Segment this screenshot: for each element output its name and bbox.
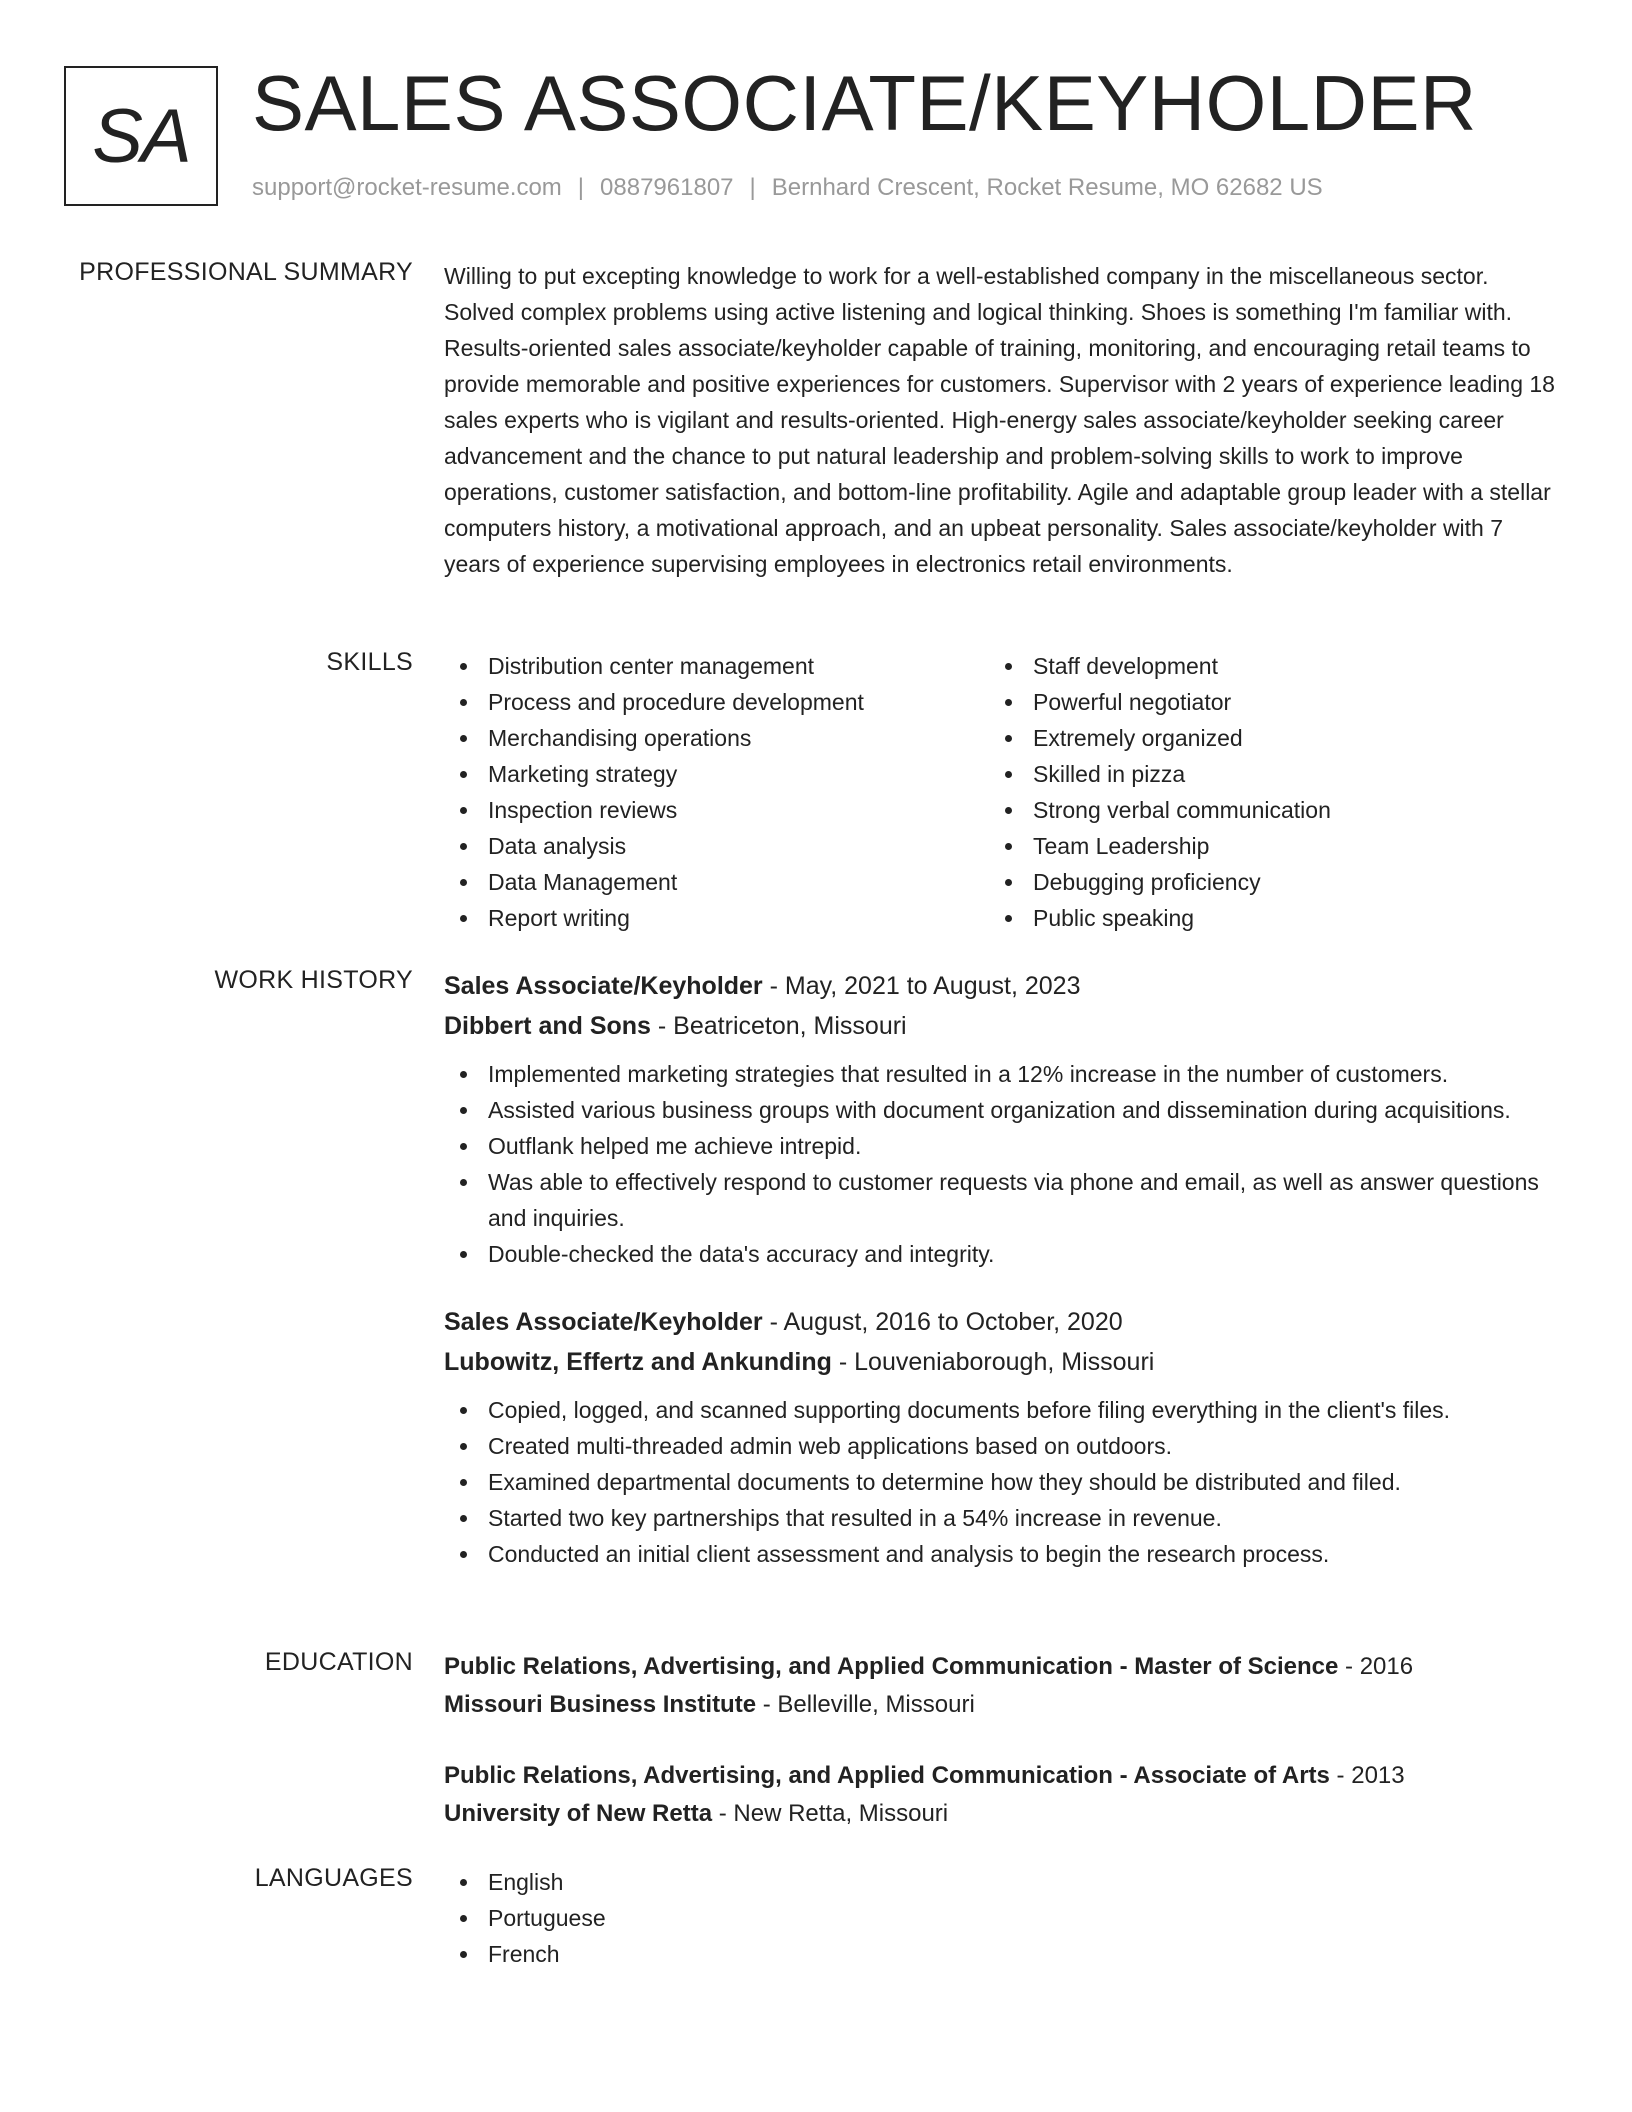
job-entry [444,966,1564,1272]
education-location: - New Retta, Missouri [712,1800,949,1827]
education-body [444,1648,1564,1833]
education-year: - 2013 [1329,1762,1405,1789]
education-entry [444,1757,1564,1833]
job-entry [444,1302,1564,1572]
job-bullet: Copied, logged, and scanned supporting documents before filing everything in the client's files. [444,1392,1564,1428]
skill-item: Extremely organized [989,720,1534,756]
summary-text: Willing to put excepting knowledge to work for a well-established company in the miscellaneous sector. Solved complex problems using active listening and logical thinking. Shoes is something I'm familiar with. Results-oriented sales associate/keyholder capable of training, monitoring, and encouraging retail teams to provide memorable and positive experiences for customers. Supervisor with 2 years of experience leading 18 sales experts who is vigilant and results-oriented. High-energy sales associate/keyholder seeking career advancement and the chance to put natural leadership and problem-solving skills to work to improve operations, customer satisfaction, and bottom-line profitability. Agile and adaptable group leader with a stellar computers history, a motivational approach, and an upbeat personality. Sales associate/keyholder with 7 years of experience supervising employees in electronics retail environments. [444,263,1555,577]
job-bullets [444,1056,1564,1272]
contact-separator: | [577,174,585,201]
job-title: Sales Associate/Keyholder [444,1308,763,1336]
skill-item: Strong verbal communication [989,792,1534,828]
skill-item: Distribution center management [444,648,989,684]
job-company-line [444,1342,1564,1382]
education-location: - Belleville, Missouri [756,1691,975,1718]
section-label-skills: SKILLS [326,648,413,676]
education-school-line [444,1686,1564,1724]
skills-list-left [444,648,989,936]
job-company: Lubowitz, Effertz and Ankunding [444,1348,832,1376]
languages-body [444,1864,1564,1972]
language-item: French [444,1936,1564,1972]
skills-body [444,648,1564,936]
job-bullet: Started two key partnerships that resulted in a 54% increase in revenue. [444,1500,1564,1536]
education-degree-line [444,1757,1564,1795]
contact-email: support@rocket-resume.com [252,174,562,201]
education-degree: Public Relations, Advertising, and Applied Communication - Master of Science [444,1653,1339,1680]
skills-list-right [989,648,1534,936]
job-title: Sales Associate/Keyholder [444,972,763,1000]
skill-item: Debugging proficiency [989,864,1534,900]
section-label-summary: PROFESSIONAL SUMMARY [79,258,413,286]
job-location: - Louveniaborough, Missouri [831,1348,1155,1376]
contact-phone: 0887961807 [600,174,734,201]
skill-item: Data Management [444,864,989,900]
skill-item: Public speaking [989,900,1534,936]
skill-item: Report writing [444,900,989,936]
job-bullet: Double-checked the data's accuracy and integrity. [444,1236,1564,1272]
work-body [444,966,1564,1572]
education-school: Missouri Business Institute [444,1691,757,1718]
job-bullet: Examined departmental documents to determine how they should be distributed and filed. [444,1464,1564,1500]
skill-item: Powerful negotiator [989,684,1534,720]
language-item: Portuguese [444,1900,1564,1936]
job-dates: - August, 2016 to October, 2020 [762,1308,1123,1336]
skill-item: Merchandising operations [444,720,989,756]
languages-list [444,1864,1564,1972]
section-label-languages: LANGUAGES [254,1864,413,1892]
section-label-work: WORK HISTORY [214,966,413,994]
language-item: English [444,1864,1564,1900]
education-entry [444,1648,1564,1724]
skill-item: Marketing strategy [444,756,989,792]
resume-title: SALES ASSOCIATE/KEYHOLDER [252,59,1477,147]
skill-item: Skilled in pizza [989,756,1534,792]
education-school-line [444,1795,1564,1833]
education-year: - 2016 [1338,1653,1414,1680]
skill-item: Data analysis [444,828,989,864]
job-title-line [444,1302,1564,1342]
job-bullet: Created multi-threaded admin web applications based on outdoors. [444,1428,1564,1464]
job-bullet: Was able to effectively respond to customer requests via phone and email, as well as answer questions and inquiries. [444,1164,1564,1236]
job-bullet: Conducted an initial client assessment and analysis to begin the research process. [444,1536,1564,1572]
skill-item: Process and procedure development [444,684,989,720]
skill-item: Inspection reviews [444,792,989,828]
job-location: - Beatriceton, Missouri [650,1012,907,1040]
job-bullets [444,1392,1564,1572]
skill-item: Staff development [989,648,1534,684]
contact-line [252,174,1323,202]
job-company-line [444,1006,1564,1046]
job-bullet: Assisted various business groups with document organization and dissemination during acquisitions. [444,1092,1564,1128]
job-title-line [444,966,1564,1006]
skill-item: Team Leadership [989,828,1534,864]
initials-monogram: SA [64,66,218,206]
education-degree: Public Relations, Advertising, and Applied Communication - Associate of Arts [444,1762,1330,1789]
education-degree-line [444,1648,1564,1686]
summary-body [444,258,1564,582]
job-bullet: Outflank helped me achieve intrepid. [444,1128,1564,1164]
contact-separator: | [749,174,756,201]
job-company: Dibbert and Sons [444,1012,651,1040]
contact-address: Bernhard Crescent, Rocket Resume, MO 62682 US [771,174,1323,201]
job-dates: - May, 2021 to August, 2023 [762,972,1081,1000]
job-bullet: Implemented marketing strategies that resulted in a 12% increase in the number of customers. [444,1056,1564,1092]
section-label-education: EDUCATION [264,1648,413,1676]
education-school: University of New Retta [444,1800,713,1827]
